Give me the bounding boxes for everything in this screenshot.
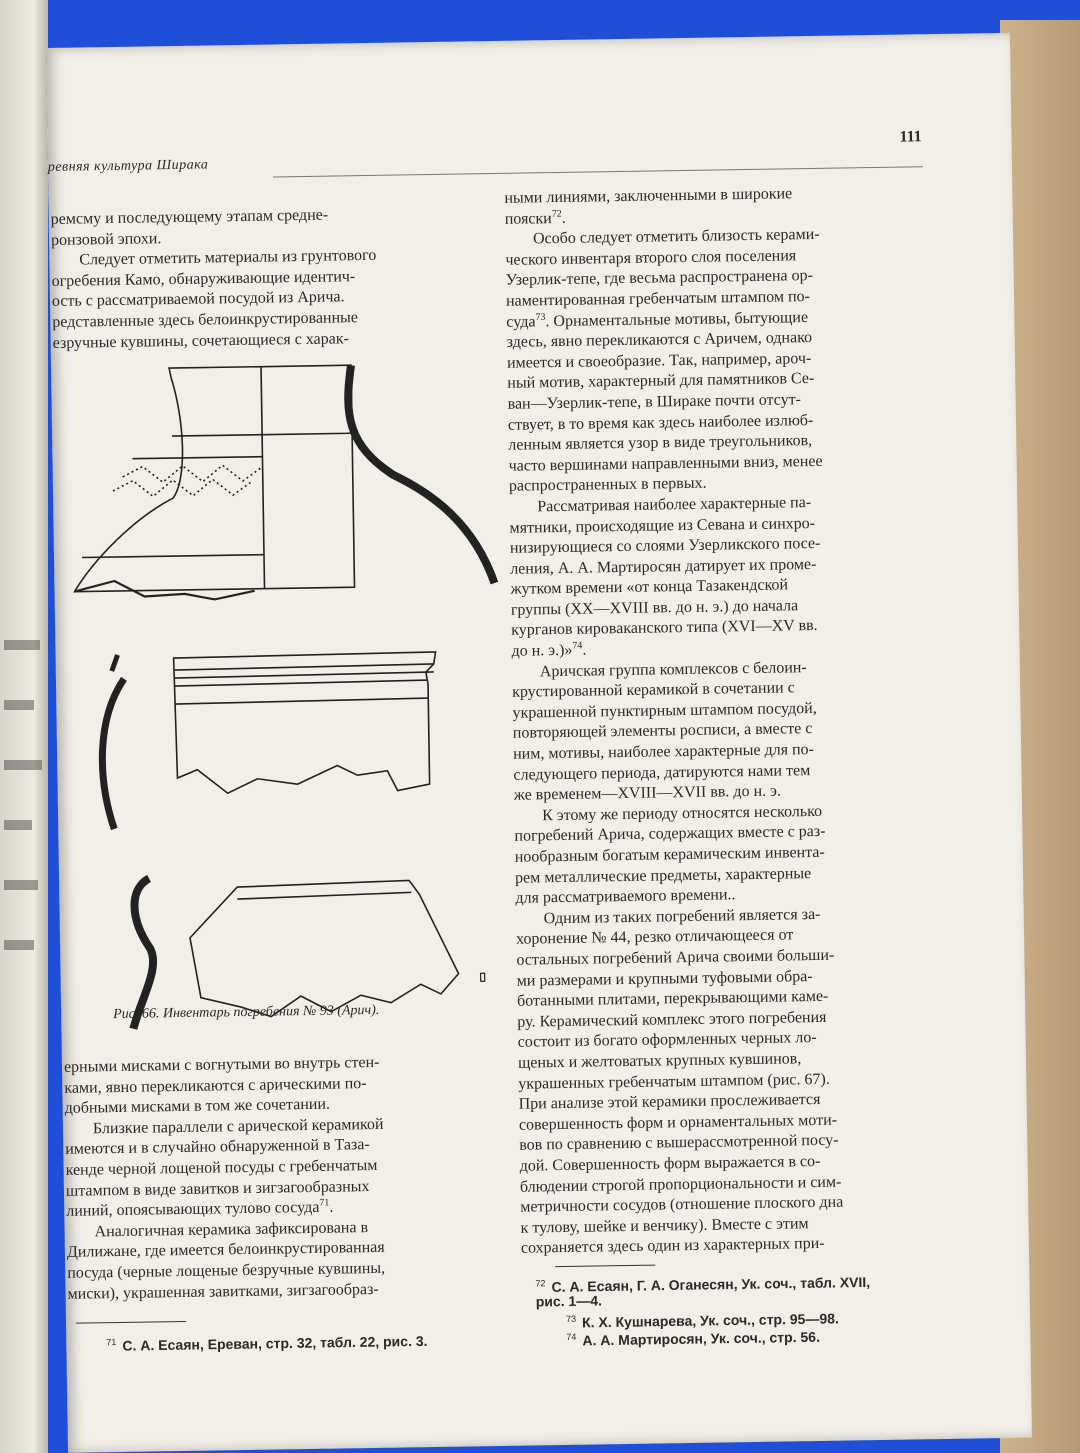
text-line: штампом в виде завитков и зигзагообразных: [65, 1177, 370, 1200]
bowl-drawing: [101, 650, 439, 829]
text-line: езручные кувшины, сочетающиеся с харак-: [52, 329, 350, 352]
footnote-ref: 72: [551, 208, 562, 220]
text-line: ерными мисками с вогнутыми во внутрь стен-: [63, 1053, 380, 1076]
text-line: ленным является узор в виде треугольников,: [508, 432, 813, 454]
text-line: Следует отметить материалы из грунтового: [79, 247, 377, 269]
text-line: огребения Камо, обнаруживающие идентич-: [51, 267, 356, 290]
footnote-rule: [76, 1321, 186, 1324]
text-line: ван—Узерлик-тепе, в Шираке почти отсут-: [507, 391, 802, 413]
left-column-bottom: [64, 1051, 526, 1305]
text-line: добными мисками в том же сочетании.: [64, 1095, 331, 1118]
text-line: суда$^{73}$. Орнаментальные мотивы, бытующие: [506, 308, 809, 331]
text-line: Аричская группа комплексов с белоин-: [539, 658, 807, 680]
running-title: ревняя культура Ширака: [47, 157, 209, 175]
text-line: рем металлические предметы, характерные: [514, 864, 812, 887]
text-line: линий, опоясывающих тулово сосуда$^{71}$.: [66, 1197, 334, 1220]
text-line: блюдении строгой пропорциональности и сим-: [519, 1173, 842, 1196]
text-line: же временем—XVIII—XVII вв. до н. э.: [513, 782, 782, 804]
text-line: Одним из таких погребений является за-: [543, 905, 821, 928]
text-line: ными линиями, заключенными в широкие: [504, 185, 793, 207]
text-line: погребений Арича, содержащих вместе с раз-: [514, 823, 826, 846]
text-line: хоронение № 44, резко отличающееся от: [515, 926, 794, 949]
text-line: состоит из богато оформленных черных ло-: [517, 1029, 817, 1052]
text-line: дой. Совершенность форм выражается в со-: [519, 1152, 821, 1175]
left-column-top: [51, 203, 477, 354]
text-line: сохраняется здесь один из характерных при-: [520, 1235, 825, 1257]
text-line: ру. Керамический комплекс этого погребения: [517, 1008, 827, 1031]
text-line: ческого инвентаря второго слоя поселения: [505, 247, 797, 269]
text-line: украшенных гребенчатым штампом (рис. 67).: [518, 1070, 830, 1093]
figure-66: [51, 353, 522, 1040]
text-line: редставленные здесь белоинкрустированные: [52, 309, 359, 331]
footnote: $^{72}$ С. А. Есаян, Г. А. Оганесян, Ук. соч., табл. XVII,: [535, 1273, 871, 1295]
footnote-rule: [555, 1265, 655, 1268]
text-line: ления, А. А. Мартиросян датирует их проме-: [510, 555, 817, 578]
text-line: имеются и в случайно обнаруженной в Таза-: [65, 1136, 370, 1159]
previous-page-edge: [0, 0, 48, 1453]
text-line: курганов кироваканского типа (XVI—XV вв.: [511, 617, 818, 640]
text-line: жутком времени «от конца Тазакендской: [510, 576, 789, 599]
text-line: К этому же периоду относятся несколько: [541, 802, 823, 825]
text-line: кенде черной лощеной посуды с гребенчатым: [65, 1156, 378, 1179]
text-line: Аналогичная керамика зафиксирована в: [94, 1218, 369, 1241]
text-line: крустированной керамикой в сочетании с: [512, 679, 795, 702]
text-line: Дилижане, где имеется белоинкрустированная: [66, 1239, 385, 1262]
text-line: нообразным богатым керамическим инвента-: [514, 843, 825, 866]
text-line: имеется и своеобразие. Так, например, aроч-: [506, 349, 812, 372]
text-line: пояски$^{72}$.: [504, 208, 566, 228]
text-line: следующего периода, датируются нами тем: [513, 761, 811, 784]
text-line: совершенность форм и орнаментальных моти-: [518, 1111, 838, 1134]
text-line: наментированная гребенчатым штампом по-: [505, 288, 811, 310]
text-line: ботанными плитами, перекрывающими каме-: [516, 987, 829, 1010]
text-line: При анализе этой керамики прослеживается: [518, 1091, 821, 1113]
text-line: ми размерами и крупными туфовыми обра-: [516, 967, 813, 990]
text-line: Узерлик-тепе, где весьма распространена ор-: [505, 267, 814, 290]
figure-caption: Рис. 66. Инвентарь погребения № 93 (Арич).: [113, 1002, 380, 1023]
jar-drawing: [71, 363, 495, 602]
text-line: к тулову, шейке и венчику). Вместе с этим: [520, 1214, 809, 1237]
footnote-ref: 74: [572, 640, 583, 652]
text-line: мятники, происходящие из Севана и синхро-: [509, 514, 816, 537]
text-line: группы (XX—XVIII вв. до н. э.) до начала: [510, 597, 799, 619]
text-line: Рассматривая наиболее характерные па-: [537, 493, 812, 516]
pottery-drawings: [51, 353, 522, 1040]
text-line: ремсму и последующему этапам средне-: [50, 206, 329, 228]
text-line: метричности сосудов (отношение плоского дна: [520, 1193, 844, 1216]
text-line: Особо следует отметить близость керами-: [532, 226, 820, 248]
text-line: ость с рассматриваемой посудой из Арича.: [51, 288, 345, 311]
text-line: для рассматриваемого времени..: [515, 886, 736, 907]
text-line: здесь, явно перекликаются с Аричем, однако: [506, 329, 813, 351]
text-line: низирующиеся со слоями Узерликского посе-: [509, 534, 821, 557]
text-line: вов по сравнению с вышерассмотренной посу-: [519, 1131, 839, 1155]
footnote-ref: 71: [319, 1197, 330, 1209]
text-line: ронзовой эпохи.: [50, 229, 162, 249]
book-page: [46, 33, 1032, 1453]
text-line: ствует, в то время как здесь наиболее излюб-: [507, 411, 814, 434]
text-line: ный мотив, характерный для памятников Се-: [507, 370, 815, 393]
page-number: 111: [899, 128, 922, 146]
text-line: ками, явно перекликаются с арическими по-: [64, 1074, 367, 1097]
text-line: остальных погребений Арича своими больши-: [516, 946, 835, 969]
footnote: $^{74}$ А. А. Мартиросян, Ук. соч., стр. 56.: [566, 1328, 821, 1349]
text-line: ним, мотивы, наиболее характерные для по-: [513, 741, 815, 763]
footnote: $^{71}$ С. А. Есаян, Ереван, стр. 32, табл. 22, рис. 3.: [106, 1332, 428, 1354]
text-line: повторяющей элементы росписи, а вместе с: [512, 720, 813, 743]
text-line: миски), украшенная завитками, зигзагообраз-: [67, 1280, 379, 1303]
text-line: распространенных в первых.: [508, 474, 707, 496]
text-line: украшенной пунктирным штампом посудой,: [512, 699, 817, 722]
footnote-ref: 73: [535, 311, 546, 323]
right-column: [504, 182, 973, 1260]
text-line: часто вершинами направленными вниз, менее: [508, 452, 823, 475]
footnote: $^{73}$ К. Х. Кушнарева, Ук. соч., стр. 95—98.: [565, 1310, 839, 1331]
text-line: Близкие параллели с арической керамикой: [92, 1115, 384, 1138]
text-line: щеных и желтоватых крупных кувшинов,: [517, 1050, 802, 1072]
text-line: посуда (черные лощеные безручные кувшины,: [67, 1259, 386, 1282]
text-line: до н. э.)»$^{74}$.: [511, 640, 587, 660]
footnote: рис. 1—4.: [535, 1292, 603, 1310]
